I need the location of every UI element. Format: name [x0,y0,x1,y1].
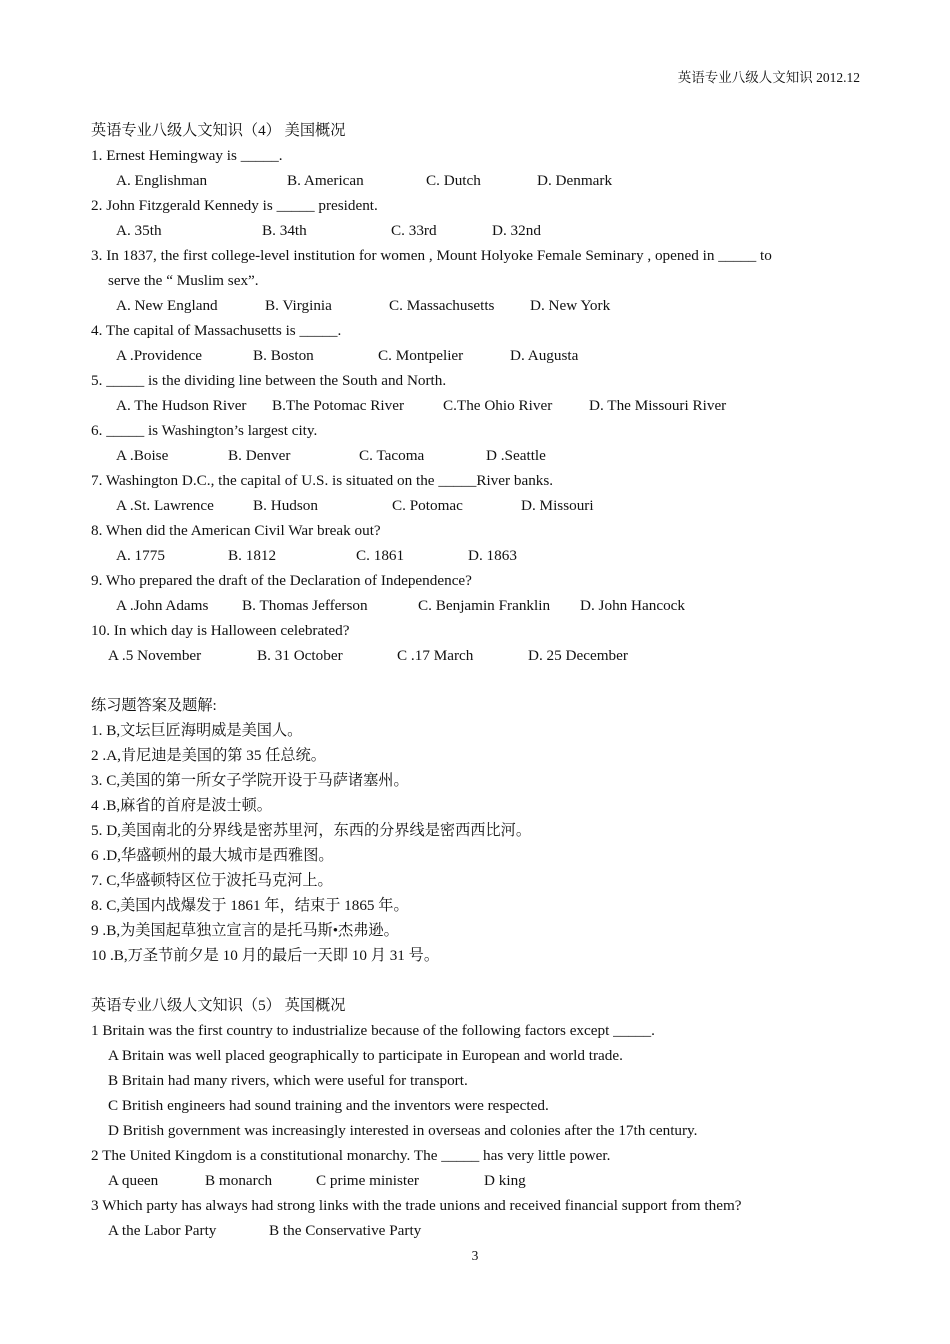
option-a: A. New England [116,297,218,314]
option-b: B. 1812 [228,547,277,564]
page-content [91,118,863,1243]
answer-4: 4 .B,麻省的首府是波士顿。 [91,797,272,814]
question-9-options [91,593,863,618]
question-8-options [91,543,863,568]
question-3-line-1: 3. In 1837, the first college-level institution for women , Mount Holyoke Female Seminary , opened in _____ to [91,247,772,264]
question-8: 8. When did the American Civil War break out? [91,522,381,539]
option-a: A. The Hudson River [116,397,247,414]
option-a: A. 35th [116,222,162,239]
option-c: C .17 March [397,647,474,664]
option-b: B. Boston [253,347,314,364]
question-6-options [91,443,863,468]
answer-3: 3. C,美国的第一所女子学院开设于马萨诸塞州。 [91,772,409,789]
option-d: D. 32nd [492,222,541,239]
question-10-options [91,643,863,668]
option-c: C. Montpelier [378,347,464,364]
answers-title: 练习题答案及题解: [91,697,217,714]
question-5: 5. _____ is the dividing line between the South and North. [91,372,447,389]
option-d: D. 1863 [468,547,517,564]
option-a: A Britain was well placed geographically to participate in European and world trade. [108,1047,623,1064]
option-a: A the Labor Party [108,1222,217,1239]
question-10: 10. In which day is Halloween celebrated? [91,622,350,639]
option-d: D king [484,1172,526,1189]
option-a: A .St. Lawrence [116,497,214,514]
option-a: A. 1775 [116,547,165,564]
option-b: B the Conservative Party [269,1222,422,1239]
option-a: A .John Adams [116,597,209,614]
option-b: B. American [287,172,364,189]
option-d: D. Augusta [510,347,579,364]
question-3-line-2: serve the “ Muslim sex”. [108,272,259,289]
spacer [91,968,863,993]
option-b: B monarch [205,1172,273,1189]
option-c: C. Tacoma [359,447,425,464]
option-c: C British engineers had sound training and the inventors were respected. [108,1097,549,1114]
question-2-options [91,218,863,243]
option-d: D. Denmark [537,172,613,189]
option-a: A .Providence [116,347,203,364]
option-c: C. Benjamin Franklin [418,597,551,614]
option-d: D. New York [530,297,611,314]
option-b: B. 31 October [257,647,343,664]
option-d: D. The Missouri River [589,397,727,414]
answer-6: 6 .D,华盛顿州的最大城市是西雅图。 [91,847,334,864]
question-4-options [91,343,863,368]
option-b: B. Virginia [265,297,332,314]
question-2-options [91,1168,863,1193]
answer-1: 1. B,文坛巨匠海明威是美国人。 [91,722,303,739]
option-c: C. Massachusetts [389,297,495,314]
option-c: C prime minister [316,1172,419,1189]
question-6: 6. _____ is Washington’s largest city. [91,422,318,439]
spacer [91,668,863,693]
option-b: B Britain had many rivers, which were useful for transport. [108,1072,468,1089]
option-c: C. 33rd [391,222,437,239]
question-3: 3 Which party has always had strong links with the trade unions and received financial support from them? [91,1197,742,1214]
section-5-title: 英语专业八级人文知识（5） 英国概况 [91,997,346,1014]
option-b: B. Hudson [253,497,318,514]
question-3-options [91,1218,863,1243]
option-a: A queen [108,1172,159,1189]
answer-9: 9 .B,为美国起草独立宣言的是托马斯•杰弗逊。 [91,922,399,939]
option-b: B. Denver [228,447,291,464]
answer-5: 5. D,美国南北的分界线是密苏里河，东西的分界线是密西西比河。 [91,822,532,839]
option-d: D. John Hancock [580,597,686,614]
question-7: 7. Washington D.C., the capital of U.S. is situated on the _____River banks. [91,472,554,489]
question-2: 2. John Fitzgerald Kennedy is _____ president. [91,197,378,214]
option-a: A .5 November [108,647,202,664]
option-b: B.The Potomac River [272,397,405,414]
question-4: 4. The capital of Massachusetts is _____. [91,322,342,339]
section-4-title: 英语专业八级人文知识（4） 美国概况 [91,122,346,139]
question-7-options [91,493,863,518]
option-c: C. 1861 [356,547,405,564]
question-2: 2 The United Kingdom is a constitutional monarchy. The _____ has very little power. [91,1147,611,1164]
option-d: D. 25 December [528,647,628,664]
page-header: 英语专业八级人文知识 2012.12 [677,70,860,85]
answer-2: 2 .A,肯尼迪是美国的第 35 任总统。 [91,747,326,764]
question-3-options [91,293,863,318]
option-a: A .Boise [116,447,169,464]
question-5-options [91,393,863,418]
page-number: 3 [471,1248,479,1263]
option-d: D British government was increasingly interested in overseas and colonies after the 17th century. [108,1122,698,1139]
answer-7: 7. C,华盛顿特区位于波托马克河上。 [91,872,333,889]
option-a: A. Englishman [116,172,208,189]
option-c: C.The Ohio River [443,397,553,414]
question-1: 1 Britain was the first country to industrialize because of the following factors except _____. [91,1022,655,1039]
answer-8: 8. C,美国内战爆发于 1861 年，结束于 1865 年。 [91,897,409,914]
option-c: C. Potomac [392,497,463,514]
option-b: B. Thomas Jefferson [242,597,368,614]
option-d: D. Missouri [521,497,594,514]
option-c: C. Dutch [426,172,481,189]
option-b: B. 34th [262,222,307,239]
question-1-options [91,168,863,193]
question-1: 1. Ernest Hemingway is _____. [91,147,283,164]
option-d: D .Seattle [486,447,546,464]
answer-10: 10 .B,万圣节前夕是 10 月的最后一天即 10 月 31 号。 [91,947,440,964]
question-9: 9. Who prepared the draft of the Declaration of Independence? [91,572,472,589]
